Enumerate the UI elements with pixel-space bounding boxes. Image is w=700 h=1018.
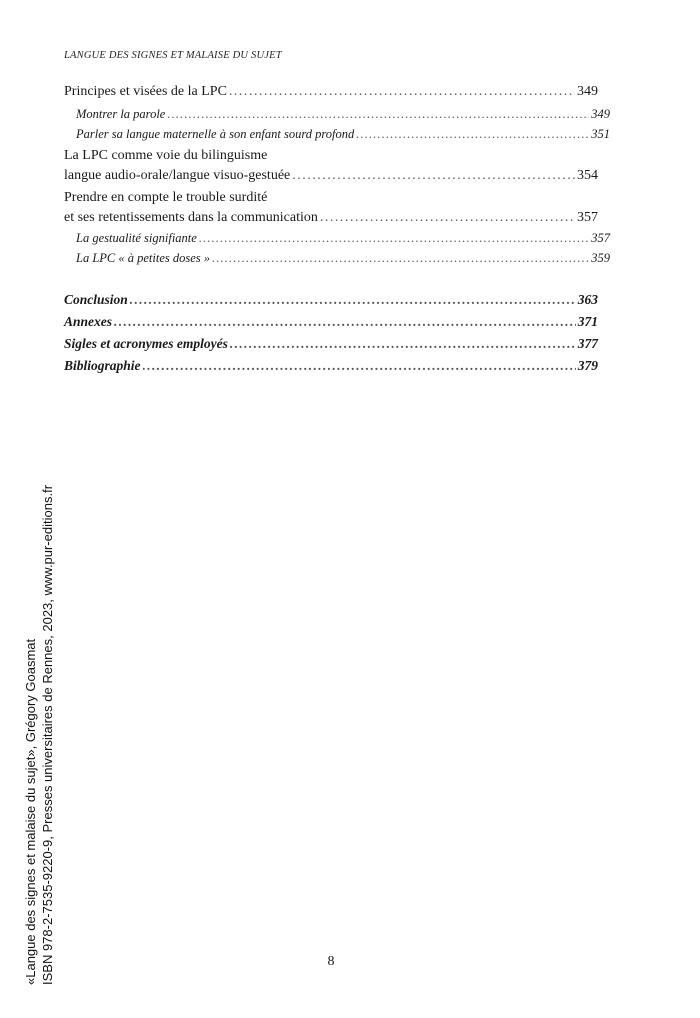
toc-entry-annexes [64,311,598,333]
toc-entry-page: 357 [577,210,598,225]
toc-entry-page: 363 [577,292,598,307]
side-notice-line2: ISBN 978-2-7535-9220-9, Presses universitaires de Rennes, 2023, www.pur-editions.fr [40,484,55,985]
toc-entry-title: Conclusion [64,292,128,307]
side-copyright-notice [22,485,56,985]
dot-leader [130,289,576,311]
toc-entry-title: et ses retentissements dans la communication [64,210,318,225]
side-notice-line1: «Langue des signes et malaise du sujet», Grégory Goasmat [23,638,38,985]
toc-entry-sigles [64,333,598,355]
toc-subentry [64,248,610,268]
dot-leader [356,124,589,144]
dot-leader [114,311,576,333]
toc-entry-page: 357 [591,231,610,245]
dot-leader [229,82,575,102]
toc-entry-title: Principes et visées de la LPC [64,84,227,99]
toc-entry-page: 354 [577,168,598,183]
toc-entry-title: Sigles et acronymes employés [64,336,228,351]
toc-entry [64,166,598,186]
toc-entry [64,82,598,102]
toc-entry-title-line1: La LPC comme voie du bilinguisme [64,148,268,163]
dot-leader [292,166,575,186]
toc-entry-page: 351 [591,127,610,141]
toc-entry-bibliographie [64,355,598,377]
toc-entry-title: Parler sa langue maternelle à son enfant sourd profond [76,127,355,141]
toc-entry-title: Montrer la parole [76,107,166,121]
toc-entry-title: langue audio-orale/langue visuo-gestuée [64,168,291,183]
dot-leader [212,248,589,268]
toc-entry-title: Bibliographie [64,358,141,373]
dot-leader [167,104,589,124]
toc-subentry [64,228,610,248]
running-header: LANGUE DES SIGNES ET MALAISE DU SUJET [64,50,282,61]
toc-entry-page: 377 [577,336,598,351]
toc-entry-title: Annexes [64,314,113,329]
toc-entry-page: 371 [577,314,598,329]
toc-entry-title: La LPC « à petites doses » [76,251,211,265]
page-number: 8 [327,954,335,969]
dot-leader [143,355,576,377]
toc-entry-page: 379 [577,358,598,373]
toc-entry-page: 349 [591,107,610,121]
toc-entry-page: 349 [577,84,598,99]
toc-entry-page: 359 [591,251,610,265]
dot-leader [230,333,576,355]
toc-entry [64,208,598,228]
table-of-contents [64,82,610,377]
toc-entry-title: La gestualité signifiante [76,231,197,245]
toc-subentry [64,124,610,144]
toc-entry-conclusion [64,289,598,311]
toc-subentry [64,104,610,124]
dot-leader [199,228,589,248]
dot-leader [320,208,575,228]
toc-entry-title-line1: Prendre en compte le trouble surdité [64,190,268,205]
